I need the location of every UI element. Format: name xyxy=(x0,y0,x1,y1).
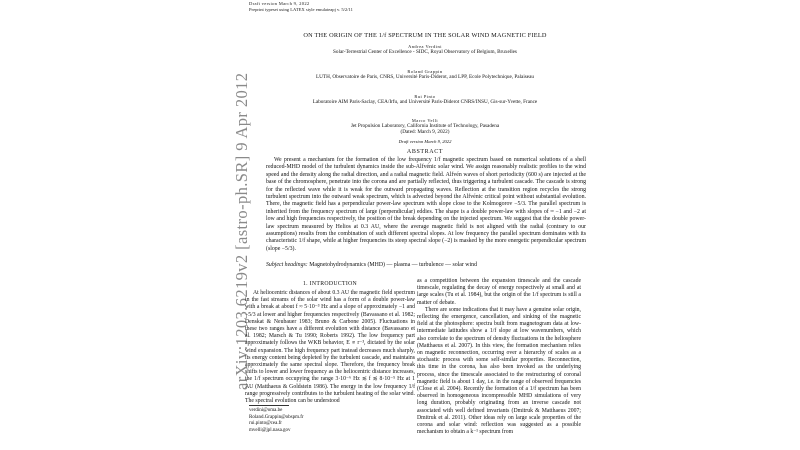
column-left xyxy=(245,290,415,405)
email-footnotes xyxy=(249,408,304,434)
column-right xyxy=(417,278,581,436)
author-name: Roland Grappin xyxy=(407,69,443,74)
email-link[interactable]: verdini@oma.be xyxy=(249,408,283,413)
arxiv-stamp[interactable] xyxy=(210,70,251,390)
author-block xyxy=(240,44,610,55)
draft-line xyxy=(240,139,610,145)
author-affiliation: Solar-Terrestrial Center of Excellence - SIDC, Royal Observatory of Belgium, Bruxelles xyxy=(333,49,517,55)
author-affiliation: Jet Propulsion Laboratory, California Institute of Technology, Pasadena xyxy=(350,123,500,129)
draft-line-text: Draft version March 9, 2022 xyxy=(398,139,452,144)
email-link[interactable]: rui.pinto@cea.fr xyxy=(249,421,282,427)
author-block xyxy=(240,69,610,80)
dated-line: (Dated: March 9, 2022) xyxy=(400,129,450,136)
keywords-label: Subject headings: xyxy=(266,262,308,268)
subject-headings xyxy=(266,262,586,269)
paragraph: as a competition between the expansion timescale and the cascade timescale, regulating the decay of energy respectively at small and at large scales (Tu et al. 1984), but the origin of the 1/f spectrum is still a matter of debate. xyxy=(417,278,581,306)
author-affiliation: Laboratoire AIM Paris-Saclay, CEA/Irfu, and Université Paris-Diderot CNRS/INSU, Gis-sur-Yvette, France xyxy=(312,99,538,105)
author-name: Andrea Verdini xyxy=(408,44,442,49)
paragraph: At heliocentric distances of about 0.3 AU the magnetic field spectrum in the fast streams of the solar wind has a form of a double power-law with a break at about f ≈ 5·10⁻³ Hz and a slope of approximately −1 and −5/3 at lower and higher frequencies respectively (Bavassano et al. 1982; Denskat & Neubauer 1983; Bruno & Carbone 2005). Fluctuations in these two ranges have a different evolution with distance (Bavassano et al. 1982; Marsch & Tu 1990; Roberts 1992). The low frequency part approximately follows the WKB behavior, E ∝ r⁻³, dictated by the solar wind expansion. The high frequency part instead decreases much sharply, its energy content being depleted by the turbulent cascade, and maintains approximately the same spectral slope. Therefore, the frequency break shifts to lower and lower frequency as the heliocentric distance increases, the 1/f spectrum occupying the range 3·10⁻⁶ Hz ≲ f ≲ 8·10⁻⁵ Hz at 1 AU (Matthaeus & Goldstein 1986). The energy in the low frequency 1/f range progressively contributes to the turbulent heating of the solar wind. The spectral evolution can be understood xyxy=(245,290,415,405)
footnote-rule xyxy=(249,405,289,406)
section-heading: 1. INTRODUCTION xyxy=(302,281,358,287)
abstract-heading: ABSTRACT xyxy=(406,149,444,155)
author-block xyxy=(240,94,610,105)
arxiv-stamp-text: arXiv:1203.6219v2 [astro-ph.SR] 9 Apr 2012 xyxy=(232,72,251,390)
author-affiliation: LUTH, Observatoire de Paris, CNRS, Université Paris-Diderot, and LPP, Ecole Polytechnique, Palaiseau xyxy=(316,74,534,80)
author-name: Marco Velli xyxy=(411,118,439,123)
preprint-note: Preprint typeset using LATEX style emulateapj v. 5/2/11 xyxy=(249,6,353,12)
author-name: Rui Pinto xyxy=(414,94,436,99)
paragraph: There are some indications that it may have a genuine solar origin, reflecting the emergence, cancellation, and sinking of the magnetic field at the photosphere: spectra built from magnetogram data at low-intermediate latitudes show a 1/f slope at low wavenumbers, which also correlate to the spectrum of density fluctuations in the heliosphere (Matthaeus et al. 2007). In this view, the formation mechanism relies on magnetic reconnection, occurring over a hierarchy of scales as a stochastic process with some self-similar properties. Reconnection, this time in the corona, has also been invoked as the underlying process, since the timescale associated to the restructuring of coronal magnetic field is about 1 day, i.e. in the range of observed frequencies (Close et al. 2004). Recently the formation of a 1/f spectrum has been observed in homogeneous incompressible MHD simulations of very long duration, probably originating from an inverse cascade not associated with well defined invariants (Dmitruk & Matthaeus 2007; Dmitruk et al. 2011). Other ideas rely on large scale properties of the corona and solar wind: reflection was suggested as a possible mechanism to obtain a k⁻¹ spectrum from xyxy=(417,306,581,436)
author-block xyxy=(240,118,610,136)
email-link[interactable]: Roland.Grappin@obspm.fr xyxy=(249,414,304,420)
email-link[interactable]: mvelli@jpl.nasa.gov xyxy=(249,427,291,433)
draft-version: Draft version March 9, 2022 xyxy=(249,1,310,6)
keywords-text: Magnetohydrodynamics (MHD) — plasma — turbulence — solar wind xyxy=(309,262,477,268)
paper-title: ON THE ORIGIN OF THE 1/f SPECTRUM IN THE SOLAR WIND MAGNETIC FIELD xyxy=(303,32,547,39)
running-header xyxy=(249,1,353,13)
abstract-text: We present a mechanism for the formation of the low frequency 1/f magnetic spectrum based on numerical solutions of a shell reduced-MHD model of the turbulent dynamics inside the sub-Alfvénic solar wind. We assign reasonably realistic profiles to the wind speed and the density along the radial direction, and a radial magnetic field. Alfvén waves of short periodicity (600 s) are injected at the base of the chromosphere, penetrate into the corona and are partially reflected, thus triggering a turbulent cascade. The cascade is strong for the reflected wave while it is weak for the outward propagating waves. Reflection at the transition region recycles the strong turbulent spectrum into the outward weak spectrum, which is advected beyond the Alfvénic critical point without substantial evolution. There, the magnetic field has a perpendicular power-law spectrum with slope close to the Kolmogorov −5/3. The parallel spectrum is inherited from the frequency spectrum of large (perpendicular) eddies. The shape is a double power-law with slopes of ≈ −1 and −2 at low and high frequencies respectively, the position of the break depending on the injected spectrum. We suggest that the double power-law spectrum measured by Helios at 0.3 AU, where the average magnetic field is not aligned with the radial (contrary to our assumptions) results from the combination of such different spectral slopes. At low frequency the parallel spectrum dominates with its characteristic 1/f shape, while at higher frequencies its steep spectral slope (−2) is masked by the more energetic perpendicular spectrum (slope −5/3). xyxy=(266,157,586,252)
